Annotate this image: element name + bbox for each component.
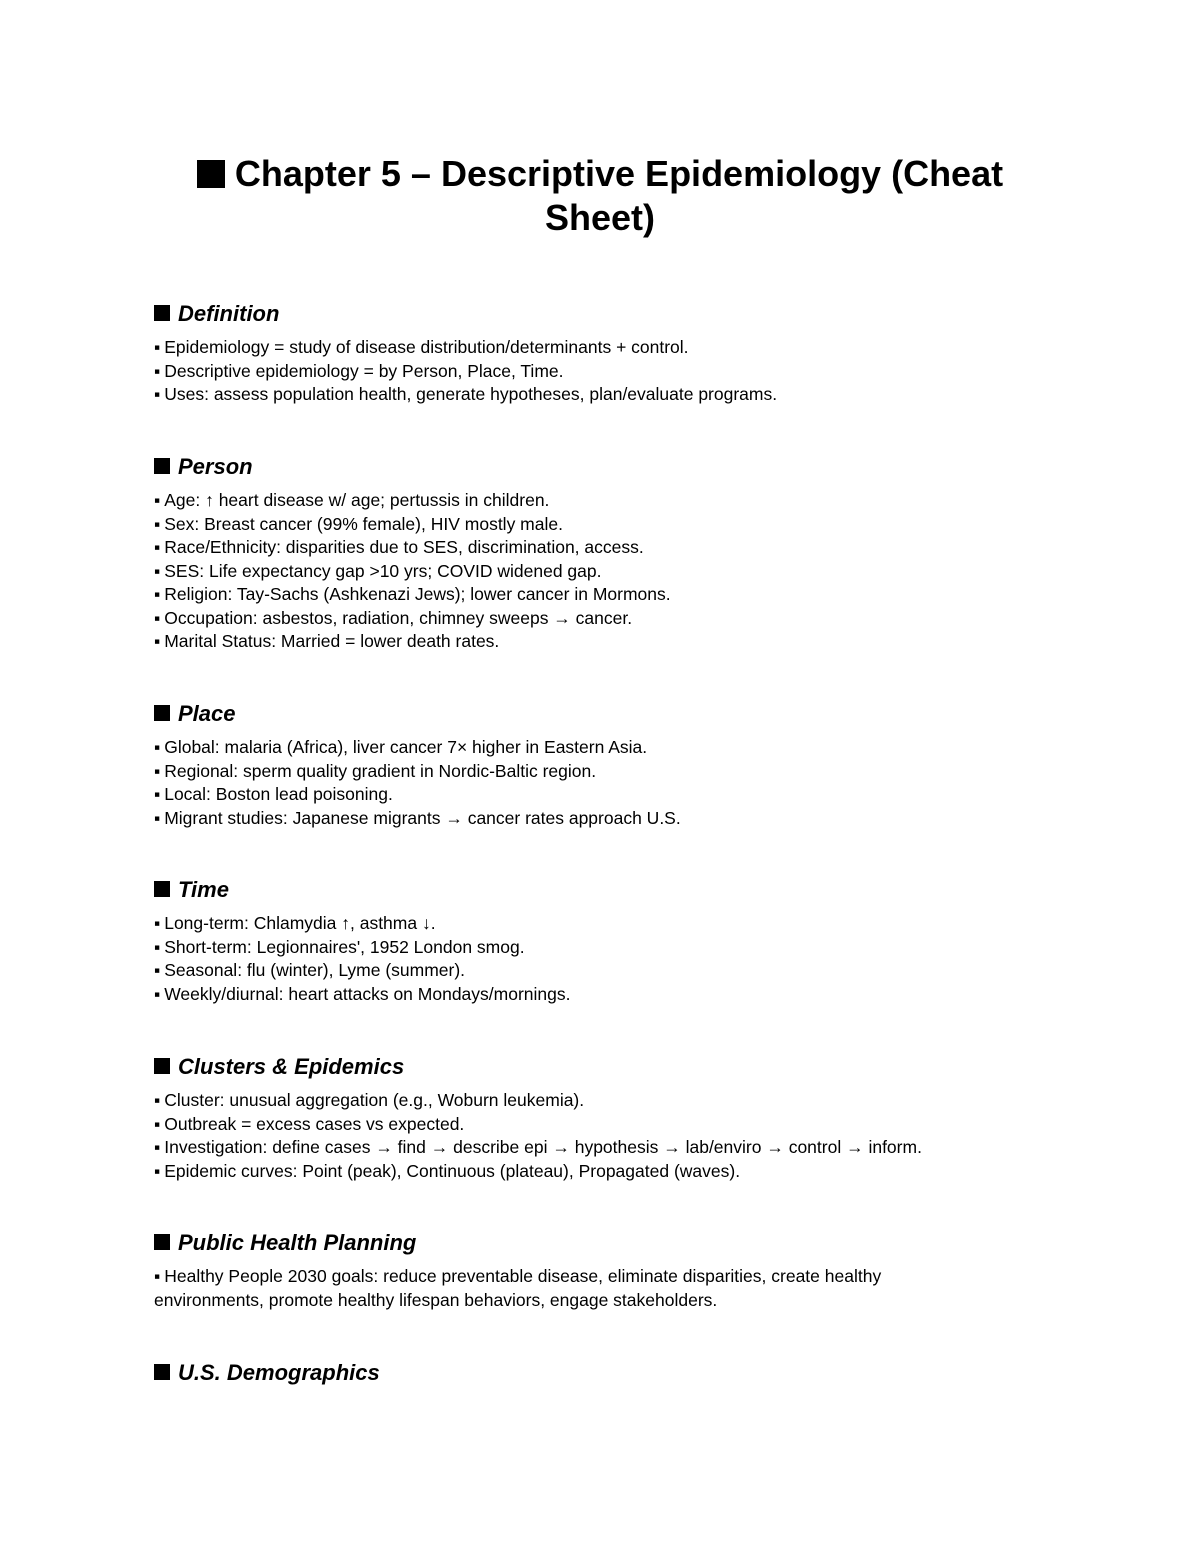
bullet-icon: ▪	[154, 737, 161, 757]
section-heading	[154, 1359, 1054, 1387]
section-us-demographics	[154, 1359, 1054, 1395]
bullet-icon: ▪	[154, 760, 161, 781]
section-heading-text: Clusters & Epidemics	[178, 1054, 405, 1079]
square-icon	[154, 881, 170, 897]
list-item: ▪ Regional: sperm quality gradient in Nordic-Baltic region.	[154, 760, 1054, 784]
square-icon	[197, 160, 225, 188]
list-item: ▪ Marital Status: Married = lower death rates.	[154, 630, 1054, 654]
bullet-icon: ▪	[154, 807, 161, 828]
bullet-icon: ▪	[154, 936, 161, 957]
list-item: ▪ Occupation: asbestos, radiation, chimney sweeps → cancer.	[154, 607, 1054, 631]
section-heading	[154, 453, 1054, 481]
bullet-icon: ▪	[154, 607, 161, 628]
square-icon	[154, 305, 170, 321]
section-definition	[154, 300, 1054, 407]
section-heading-text: Person	[178, 454, 253, 479]
list-item: ▪ Race/Ethnicity: disparities due to SES, discrimination, access.	[154, 536, 1054, 560]
section-heading-text: Definition	[178, 301, 280, 326]
list-item: ▪ Outbreak = excess cases vs expected.	[154, 1113, 1054, 1137]
bullet-icon: ▪	[154, 1090, 161, 1110]
bullet-list	[154, 912, 1054, 1006]
square-icon	[154, 1364, 170, 1380]
bullet-list	[154, 1089, 1054, 1183]
bullet-icon: ▪	[154, 1137, 161, 1157]
bullet-icon: ▪	[154, 337, 161, 357]
square-icon	[154, 1234, 170, 1250]
list-item: ▪ Long-term: Chlamydia ↑, asthma ↓.	[154, 912, 1054, 936]
list-item: ▪ Healthy People 2030 goals: reduce preventable disease, eliminate disparities, create healthy environments, promote healthy lifespan behaviors, engage stakeholders.	[154, 1266, 882, 1310]
section-heading	[154, 1053, 1054, 1081]
square-icon	[154, 458, 170, 474]
list-item: ▪ Epidemic curves: Point (peak), Continuous (plateau), Propagated (waves).	[154, 1160, 1054, 1184]
section-heading-text: Time	[178, 877, 229, 902]
list-item: ▪ Age: ↑ heart disease w/ age; pertussis in children.	[154, 489, 1054, 513]
section-place	[154, 700, 1054, 830]
section-heading	[154, 700, 1054, 728]
bullet-icon: ▪	[154, 360, 161, 381]
list-item: ▪ Short-term: Legionnaires', 1952 London smog.	[154, 936, 1054, 960]
section-heading	[154, 300, 1054, 328]
square-icon	[154, 705, 170, 721]
square-icon	[154, 1058, 170, 1074]
list-item: ▪ Sex: Breast cancer (99% female), HIV mostly male.	[154, 513, 1054, 537]
bullet-icon: ▪	[154, 1266, 161, 1286]
page-title-text: Chapter 5 – Descriptive Epidemiology (Cheat Sheet)	[234, 153, 1004, 238]
section-public-health-planning	[154, 1229, 1054, 1312]
list-item: ▪ Weekly/diurnal: heart attacks on Mondays/mornings.	[154, 983, 1054, 1007]
section-heading-text: Public Health Planning	[178, 1230, 417, 1255]
bullet-list	[154, 336, 1054, 407]
section-heading	[154, 1229, 1054, 1257]
bullet-icon: ▪	[154, 384, 161, 404]
bullet-icon: ▪	[154, 513, 161, 534]
bullet-icon: ▪	[154, 584, 161, 604]
bullet-icon: ▪	[154, 1160, 161, 1181]
section-person	[154, 453, 1054, 654]
list-item: ▪ Local: Boston lead poisoning.	[154, 783, 1054, 807]
bullet-icon: ▪	[154, 631, 161, 651]
section-heading-text: U.S. Demographics	[178, 1360, 380, 1385]
list-item: ▪ Descriptive epidemiology = by Person, Place, Time.	[154, 360, 1054, 384]
section-heading-text: Place	[178, 701, 236, 726]
bullet-list	[154, 1265, 1054, 1312]
list-item: ▪ Epidemiology = study of disease distribution/determinants + control.	[154, 336, 1054, 360]
bullet-icon: ▪	[154, 490, 161, 510]
list-item: ▪ Migrant studies: Japanese migrants → cancer rates approach U.S.	[154, 807, 1054, 831]
section-clusters-epidemics	[154, 1053, 1054, 1183]
bullet-icon: ▪	[154, 1113, 161, 1134]
list-item: ▪ Seasonal: flu (winter), Lyme (summer).	[154, 959, 1054, 983]
bullet-icon: ▪	[154, 784, 161, 804]
bullet-icon: ▪	[154, 537, 161, 557]
page-title	[150, 152, 1050, 240]
bullet-list	[154, 736, 1054, 830]
list-item: ▪ Investigation: define cases → find → describe epi → hypothesis → lab/enviro → control → inform.	[154, 1136, 1054, 1160]
bullet-icon: ▪	[154, 983, 161, 1004]
bullet-list	[154, 489, 1054, 654]
list-item: ▪ Religion: Tay-Sachs (Ashkenazi Jews); lower cancer in Mormons.	[154, 583, 1054, 607]
list-item: ▪ Cluster: unusual aggregation (e.g., Woburn leukemia).	[154, 1089, 1054, 1113]
list-item: ▪ SES: Life expectancy gap >10 yrs; COVID widened gap.	[154, 560, 1054, 584]
list-item: ▪ Global: malaria (Africa), liver cancer 7× higher in Eastern Asia.	[154, 736, 1054, 760]
bullet-icon: ▪	[154, 560, 161, 581]
bullet-icon: ▪	[154, 960, 161, 980]
list-item: ▪ Uses: assess population health, generate hypotheses, plan/evaluate programs.	[154, 383, 1054, 407]
bullet-icon: ▪	[154, 913, 161, 933]
section-heading	[154, 876, 1054, 904]
section-time	[154, 876, 1054, 1006]
